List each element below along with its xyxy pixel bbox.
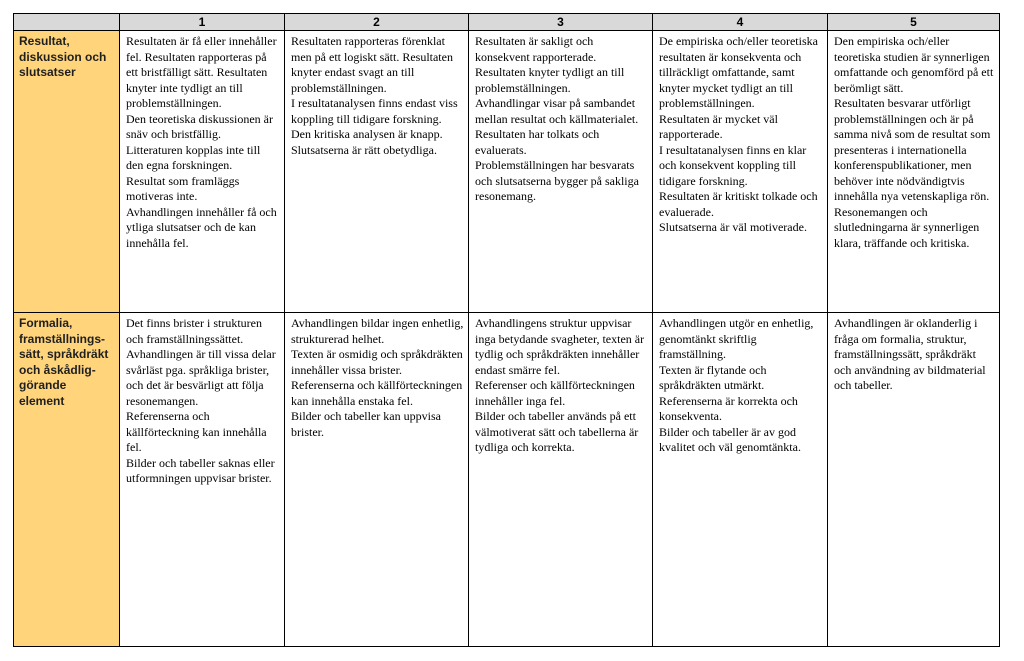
criterion-text: Slutsatserna är väl motiverade. bbox=[659, 220, 807, 234]
criterion-text: Avhandlingens struktur uppvisar inga betydande svagheter, texten är tydlig och språkdräkten innehåller endast smärre fel. bbox=[475, 316, 645, 377]
rubric-cell-level-5 bbox=[828, 313, 1000, 647]
criterion-text: Referenserna och källförteckning kan innehålla fel. bbox=[126, 409, 267, 454]
rubric-cell-level-1 bbox=[120, 313, 285, 647]
rubric-row bbox=[14, 31, 1000, 313]
criterion-text: Avhandlingen är till vissa delar svårläst pga. språkliga brister, och det är besvärligt att följa resonemangen. bbox=[126, 347, 276, 408]
criterion-text: Referenserna är korrekta och konsekventa. bbox=[659, 393, 798, 423]
criterion-text: Den empiriska och/eller teoretiska studien är synnerligen omfattande och genomförd på ett berömligt sätt. bbox=[834, 34, 994, 95]
criterion-text: Avhandlingen utgör en enhetlig, genomtänkt skriftlig framställning. bbox=[659, 316, 814, 361]
criterion-text: Resultaten rapporteras förenklat men på ett logiskt sätt. Resultaten knyter endast svagt an till problemställningen. bbox=[291, 34, 453, 95]
criterion-text: Resonemangen och slutledningarna är synnerligen klara, träffande och kritiska. bbox=[834, 204, 980, 250]
rubric-cell-level-1 bbox=[120, 31, 285, 313]
row-header-label: Formalia, framställnings-sätt, språkdräkt och åskådlig-görande element bbox=[14, 313, 120, 647]
column-header-2: 2 bbox=[285, 14, 469, 31]
criterion-text: Resultaten besvarar utförligt problemställningen och är på samma nivå som de resultat som presenteras i internationella konferenspublikationer, men behöver inte nödvändigtvis innehålla nya vetenskapliga rön. bbox=[834, 96, 991, 203]
criterion-text: Referenserna och källförteckningen kan innehålla enstaka fel. bbox=[291, 378, 463, 408]
criterion-text: Avhandlingen bildar ingen enhetlig, strukturerad helhet. bbox=[291, 316, 464, 346]
rubric-cell-level-2 bbox=[285, 313, 469, 647]
rubric-cell-level-4 bbox=[653, 31, 828, 313]
criterion-text: Den teoretiska diskussionen är snäv och bristfällig. bbox=[126, 111, 273, 141]
criterion-text: Bilder och tabeller kan uppvisa brister. bbox=[291, 409, 441, 439]
criterion-text: Referenser och källförteckningen innehåller inga fel. bbox=[475, 378, 635, 408]
corner-header-cell bbox=[14, 14, 120, 31]
criterion-text: Bilder och tabeller används på ett välmotiverat sätt och tabellerna är tydliga och korrekta. bbox=[475, 409, 639, 454]
rubric-cell-level-5 bbox=[828, 31, 1000, 313]
column-header-1: 1 bbox=[120, 14, 285, 31]
criterion-text: Litteraturen kopplas inte till den egna forskningen. bbox=[126, 142, 261, 172]
rubric-row bbox=[14, 313, 1000, 647]
rubric-cell-level-3 bbox=[469, 313, 653, 647]
criterion-text: Den kritiska analysen är knapp. Slutsatserna är rätt obetydliga. bbox=[291, 127, 443, 157]
criterion-text: Avhandlingen är oklanderlig i fråga om formalia, struktur, framställningssätt, språkdräkt och användning av bildmaterial och tabeller. bbox=[834, 316, 986, 392]
criterion-text: Bilder och tabeller är av god kvalitet och väl genomtänkta. bbox=[659, 424, 801, 454]
assessment-rubric-table bbox=[13, 13, 1000, 647]
rubric-cell-level-2 bbox=[285, 31, 469, 313]
criterion-text: I resultatanalysen finns en klar och konsekvent koppling till tidigare forskning. bbox=[659, 142, 807, 188]
criterion-text: Resultaten är sakligt och konsekvent rapporterade. Resultaten knyter tydligt an till problemställningen. bbox=[475, 34, 625, 95]
rubric-cell-level-3 bbox=[469, 31, 653, 313]
criterion-text: Bilder och tabeller saknas eller utformningen uppvisar brister. bbox=[126, 455, 275, 485]
rubric-cell-level-4 bbox=[653, 313, 828, 647]
criterion-text: Resultaten är få eller innehåller fel. Resultaten rapporteras på ett bristfälligt sätt. Resultaten knyter inte tydligt an till problemställningen. bbox=[126, 34, 277, 110]
criterion-text: Avhandlingen innehåller få och ytliga slutsatser och de kan innehålla fel. bbox=[126, 204, 277, 250]
criterion-text: Resultaten är kritiskt tolkade och evaluerade. bbox=[659, 189, 818, 219]
criterion-text: De empiriska och/eller teoretiska resultaten är konsekventa och tillräckligt omfattande, samt knyter mycket tydligt an till problemställningen. bbox=[659, 34, 818, 110]
criterion-text: I resultatanalysen finns endast viss koppling till tidigare forskning. bbox=[291, 96, 458, 126]
criterion-text: Resultaten har tolkats och evaluerats. bbox=[475, 127, 600, 157]
criterion-text: Resultaten är mycket väl rapporterade. bbox=[659, 111, 778, 141]
criterion-text: Texten är osmidig och språkdräkten innehåller vissa brister. bbox=[291, 347, 463, 377]
criterion-text: Resultat som framläggs motiveras inte. bbox=[126, 173, 240, 203]
column-header-3: 3 bbox=[469, 14, 653, 31]
header-row bbox=[14, 14, 1000, 31]
criterion-text: Avhandlingar visar på sambandet mellan resultat och källmaterialet. bbox=[475, 96, 639, 126]
criterion-text: Det finns brister i strukturen och framställningssättet. bbox=[126, 316, 262, 346]
column-header-4: 4 bbox=[653, 14, 828, 31]
criterion-text: Problemställningen har besvarats och slutsatserna bygger på sakliga resonemang. bbox=[475, 158, 639, 203]
row-header-label: Resultat, diskussion och slutsatser bbox=[14, 31, 120, 313]
criterion-text: Texten är flytande och språkdräkten utmärkt. bbox=[659, 362, 767, 392]
column-header-5: 5 bbox=[828, 14, 1000, 31]
